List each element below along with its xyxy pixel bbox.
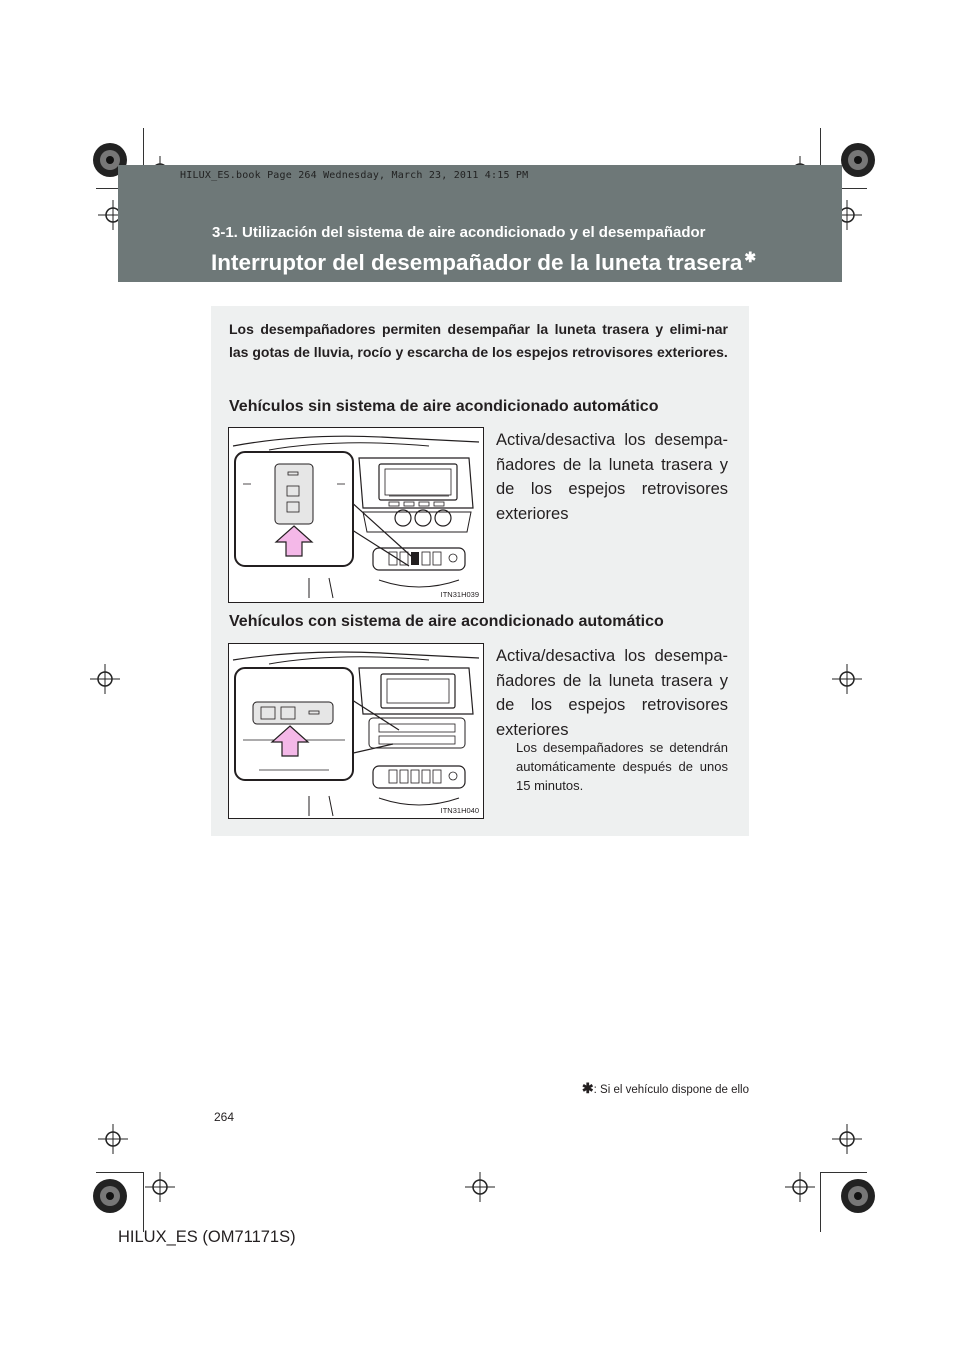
dashboard-illustration-auto-ac <box>228 643 484 819</box>
crosshair-icon <box>145 1172 175 1202</box>
asterisk-icon: ✱ <box>744 249 757 265</box>
crosshair-icon <box>465 1172 495 1202</box>
section-heading-manual-ac: Vehículos sin sistema de aire acondicionado automático <box>229 398 659 415</box>
registration-mark-icon <box>838 1176 878 1216</box>
registration-mark-icon <box>838 140 878 180</box>
crosshair-icon <box>98 1124 128 1154</box>
crosshair-icon <box>832 664 862 694</box>
dashboard-illustration-manual-ac <box>228 427 484 603</box>
figure-code: ITN31H040 <box>440 806 479 815</box>
crosshair-icon <box>90 664 120 694</box>
page-number: 264 <box>214 1110 235 1124</box>
model-code: HILUX_ES (OM71171S) <box>118 1228 296 1246</box>
page-title <box>211 250 756 276</box>
note-auto-shutoff: Los desempañadores se detendrán automáticamente después de unos 15 minutos. <box>516 740 728 793</box>
description-auto-ac: Activa/desactiva los desempa-ñadores de la luneta trasera y de los espejos retrovisores exteriores <box>496 647 728 739</box>
crosshair-icon <box>832 1124 862 1154</box>
section-heading-auto-ac: Vehículos con sistema de aire acondicionado automático <box>229 613 664 630</box>
page-title-text: Interruptor del desempañador de la luneta trasera <box>211 250 743 275</box>
footnote-text: : Si el vehículo dispone de ello <box>593 1084 749 1096</box>
description-manual-ac: Activa/desactiva los desempa-ñadores de la luneta trasera y de los espejos retrovisores exteriores <box>496 431 728 523</box>
book-info: HILUX_ES.book Page 264 Wednesday, March 23, 2011 4:15 PM <box>180 170 529 181</box>
crosshair-icon <box>785 1172 815 1202</box>
figure-code: ITN31H039 <box>440 590 479 599</box>
asterisk-icon: ✱ <box>581 1080 594 1096</box>
section-title: 3-1. Utilización del sistema de aire acondicionado y el desempañador <box>212 224 706 241</box>
registration-mark-icon <box>90 1176 130 1216</box>
intro-text: Los desempañadores permiten desempañar la luneta trasera y elimi-nar las gotas de lluvia, rocío y escarcha de los espejos retrovisores exteriores. <box>229 321 728 360</box>
